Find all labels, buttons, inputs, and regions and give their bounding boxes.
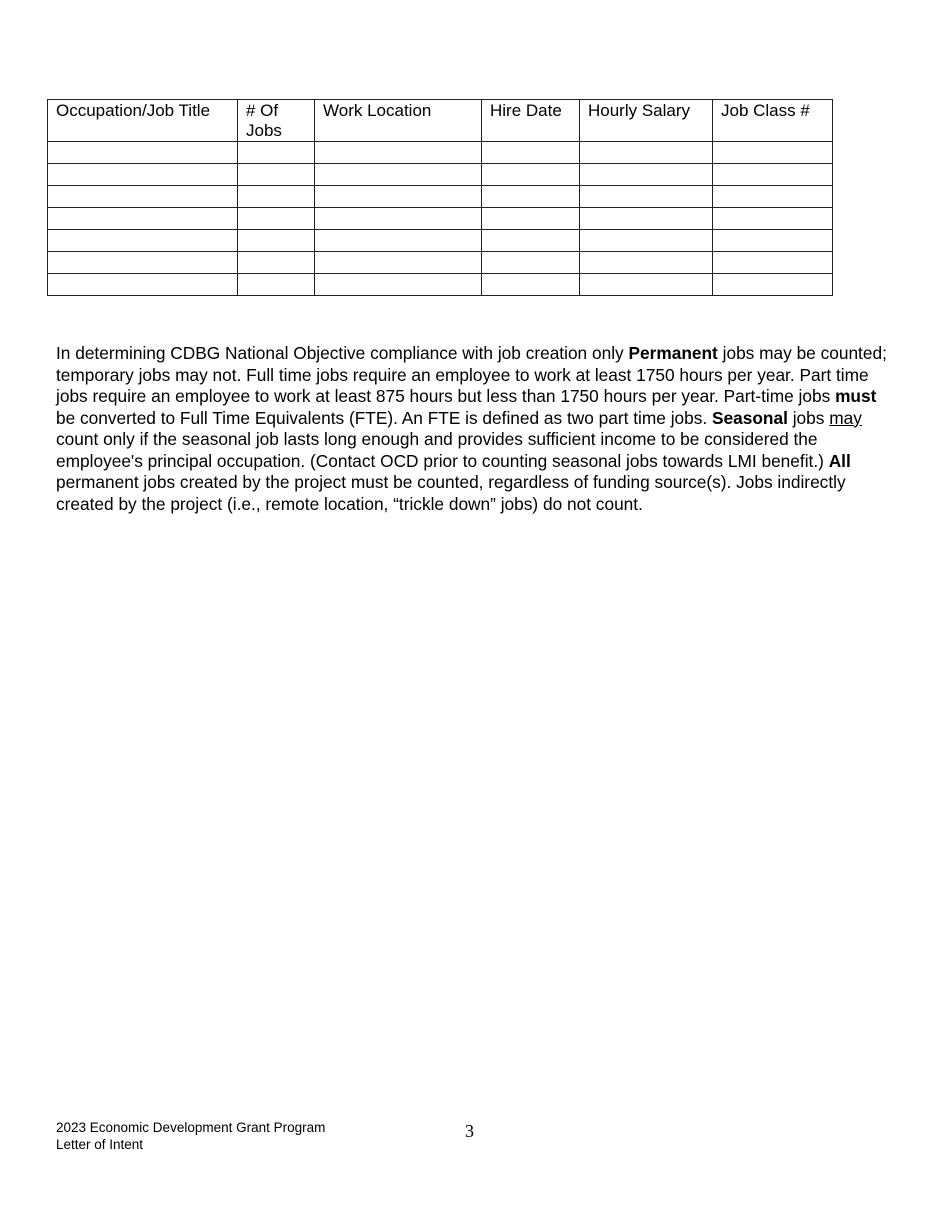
table-row [48, 208, 833, 230]
table-cell[interactable] [238, 274, 315, 296]
emphasis-permanent: Permanent [628, 343, 718, 363]
footer [56, 1119, 325, 1153]
table-cell[interactable] [713, 252, 833, 274]
table-cell[interactable] [580, 230, 713, 252]
footer-program-title: 2023 Economic Development Grant Program [56, 1120, 326, 1135]
table-cell[interactable] [48, 142, 238, 164]
table-cell[interactable] [713, 142, 833, 164]
table-cell[interactable] [580, 186, 713, 208]
table-row [48, 252, 833, 274]
table-cell[interactable] [48, 164, 238, 186]
header-work-location: Work Location [315, 100, 482, 142]
table-cell[interactable] [48, 274, 238, 296]
compliance-paragraph [56, 343, 896, 515]
paragraph-text: jobs [787, 407, 830, 428]
table-cell[interactable] [713, 208, 833, 230]
table-cell[interactable] [48, 208, 238, 230]
table-cell[interactable] [315, 186, 482, 208]
emphasis-must: must [835, 386, 877, 406]
table-cell[interactable] [315, 164, 482, 186]
table-cell[interactable] [315, 274, 482, 296]
paragraph-text: count only if the seasonal job lasts long enough and provides sufficient income to be considered the employee's principal occupation. (Contact OCD prior to counting seasonal jobs towards LMI benefit.) [56, 429, 829, 471]
table-cell[interactable] [238, 208, 315, 230]
table-row [48, 164, 833, 186]
table-cell[interactable] [482, 164, 580, 186]
table-cell[interactable] [315, 208, 482, 230]
table-cell[interactable] [238, 142, 315, 164]
table-cell[interactable] [482, 142, 580, 164]
table-cell[interactable] [713, 230, 833, 252]
table-row [48, 230, 833, 252]
table-cell[interactable] [482, 186, 580, 208]
emphasis-all: All [828, 450, 851, 471]
table-cell[interactable] [238, 252, 315, 274]
header-hourly-salary: Hourly Salary [580, 100, 713, 142]
table-cell[interactable] [482, 274, 580, 296]
paragraph-text: permanent jobs created by the project must be counted, regardless of funding source(s). Jobs indirectly created by the project (i.e., remote location, “trickle down” jobs) do not count. [56, 472, 846, 514]
paragraph-text: jobs may be counted; temporary jobs may not. Full time jobs require an employee to work at least 1750 hours per year. Part time jobs require an employee to work at least 875 hours but less than 1750 hours per year. Part-time jobs [56, 343, 887, 406]
table-cell[interactable] [580, 164, 713, 186]
table-cell[interactable] [713, 164, 833, 186]
table-cell[interactable] [315, 142, 482, 164]
table-cell[interactable] [482, 230, 580, 252]
table-cell[interactable] [238, 230, 315, 252]
table-cell[interactable] [580, 274, 713, 296]
table-cell[interactable] [713, 274, 833, 296]
table-row [48, 142, 833, 164]
header-number-of-jobs: # Of Jobs [238, 100, 315, 142]
footer-document-title: Letter of Intent [56, 1137, 144, 1152]
header-hire-date: Hire Date [482, 100, 580, 142]
table-row [48, 186, 833, 208]
header-job-class: Job Class # [713, 100, 833, 142]
emphasis-may: may [829, 407, 862, 428]
table-cell[interactable] [48, 252, 238, 274]
emphasis-seasonal: Seasonal [712, 407, 788, 428]
table-cell[interactable] [482, 252, 580, 274]
page-number: 3 [465, 1121, 474, 1141]
table-cell[interactable] [238, 164, 315, 186]
table-cell[interactable] [580, 142, 713, 164]
paragraph-text: In determining CDBG National Objective compliance with job creation only [56, 343, 629, 363]
table-header-row [48, 100, 833, 142]
table-cell[interactable] [315, 252, 482, 274]
table-row [48, 274, 833, 296]
table-cell[interactable] [580, 208, 713, 230]
table-cell[interactable] [482, 208, 580, 230]
table-cell[interactable] [315, 230, 482, 252]
table-cell[interactable] [580, 252, 713, 274]
paragraph-text: be converted to Full Time Equivalents (FTE). An FTE is defined as two part time jobs. [56, 407, 713, 428]
header-occupation-job-title: Occupation/Job Title [48, 100, 238, 142]
table-cell[interactable] [48, 230, 238, 252]
table-cell[interactable] [713, 186, 833, 208]
jobs-table [47, 99, 833, 296]
table-cell[interactable] [48, 186, 238, 208]
table-cell[interactable] [238, 186, 315, 208]
